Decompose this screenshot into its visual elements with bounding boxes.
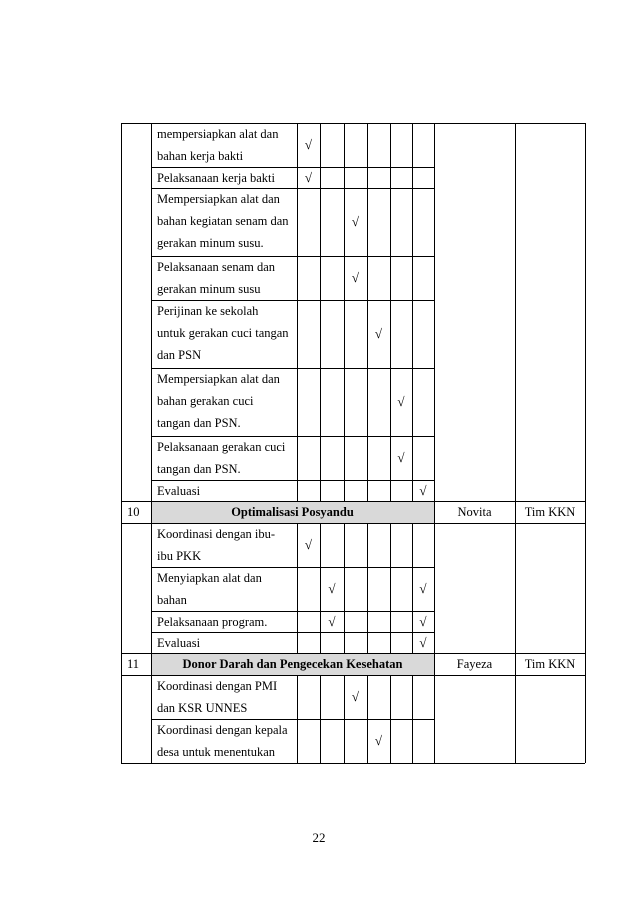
- check-mark: √: [419, 613, 427, 629]
- activity-text: tangan dan PSN.: [157, 416, 241, 430]
- grid-line: [390, 188, 391, 256]
- activity-text: Koordinasi dengan kepala: [157, 723, 288, 737]
- grid-line: [515, 368, 516, 436]
- grid-line: [121, 167, 122, 188]
- grid-line: [121, 501, 122, 523]
- activity-text: gerakan minum susu: [157, 282, 261, 296]
- program-pic: Novita: [457, 505, 492, 519]
- activity-text: dan PSN: [157, 348, 202, 362]
- grid-line: [297, 719, 298, 763]
- grid-line: [412, 188, 413, 256]
- grid-line: [320, 567, 321, 611]
- grid-line: [151, 368, 152, 436]
- activity-text: Mempersiapkan alat dan: [157, 372, 280, 386]
- grid-line: [585, 300, 586, 368]
- grid-line: [412, 123, 413, 167]
- activity-text: Mempersiapkan alat dan: [157, 192, 280, 206]
- grid-line: [297, 632, 298, 653]
- activity-text: bahan: [157, 593, 187, 607]
- activity-text: bahan gerakan cuci: [157, 394, 254, 408]
- activity-text: Perijinan ke sekolah: [157, 304, 259, 318]
- grid-line: [151, 480, 152, 501]
- grid-line: [434, 368, 435, 436]
- check-mark: √: [304, 537, 313, 552]
- grid-line: [344, 480, 345, 501]
- grid-line: [151, 567, 152, 611]
- activity-text: Pelaksanaan kerja bakti: [157, 171, 276, 185]
- grid-line: [151, 632, 434, 633]
- grid-line: [297, 368, 298, 436]
- grid-line: [121, 763, 585, 764]
- grid-line: [434, 567, 435, 611]
- grid-line: [585, 123, 586, 167]
- grid-line: [434, 632, 435, 653]
- grid-line: [151, 436, 434, 437]
- program-team: Tim KKN: [524, 505, 576, 519]
- check-mark: √: [374, 326, 383, 341]
- grid-line: [344, 567, 345, 611]
- program-pic: Fayeza: [456, 657, 493, 671]
- grid-line: [390, 368, 391, 436]
- grid-line: [390, 719, 391, 763]
- grid-line: [320, 188, 321, 256]
- grid-line: [515, 675, 516, 719]
- grid-line: [515, 523, 516, 567]
- grid-line: [151, 501, 152, 523]
- grid-line: [585, 188, 586, 256]
- grid-line: [412, 567, 413, 611]
- grid-line: [320, 611, 321, 632]
- grid-line: [344, 256, 345, 300]
- grid-line: [297, 300, 298, 368]
- grid-line: [121, 523, 122, 567]
- grid-line: [121, 567, 122, 611]
- grid-line: [367, 436, 368, 480]
- grid-line: [121, 123, 122, 167]
- grid-line: [151, 167, 434, 168]
- grid-line: [390, 300, 391, 368]
- grid-line: [151, 719, 434, 720]
- grid-line: [297, 480, 298, 501]
- grid-line: [585, 611, 586, 632]
- grid-line: [434, 480, 435, 501]
- grid-line: [434, 123, 435, 167]
- grid-line: [297, 167, 298, 188]
- grid-line: [344, 188, 345, 256]
- grid-line: [151, 653, 152, 675]
- grid-line: [434, 167, 435, 188]
- grid-line: [434, 501, 435, 523]
- grid-line: [344, 368, 345, 436]
- grid-line: [320, 675, 321, 719]
- grid-line: [585, 567, 586, 611]
- grid-line: [121, 188, 122, 256]
- grid-line: [151, 611, 434, 612]
- check-mark: √: [374, 733, 383, 748]
- grid-line: [344, 675, 345, 719]
- check-mark: √: [304, 169, 313, 185]
- grid-line: [390, 167, 391, 188]
- activity-text: ibu PKK: [157, 549, 202, 563]
- grid-line: [151, 523, 152, 567]
- grid-line: [367, 167, 368, 188]
- activity-text: Menyiapkan alat dan: [157, 571, 262, 585]
- grid-line: [390, 480, 391, 501]
- grid-line: [434, 719, 435, 763]
- grid-line: [344, 436, 345, 480]
- grid-line: [367, 256, 368, 300]
- activity-text: desa untuk menentukan: [157, 745, 276, 759]
- grid-line: [390, 567, 391, 611]
- grid-line: [151, 300, 152, 368]
- grid-line: [585, 675, 586, 719]
- check-mark: √: [304, 137, 313, 152]
- grid-line: [320, 256, 321, 300]
- grid-line: [585, 523, 586, 567]
- grid-line: [344, 300, 345, 368]
- grid-line: [121, 300, 122, 368]
- grid-line: [390, 611, 391, 632]
- grid-line: [367, 368, 368, 436]
- grid-line: [412, 436, 413, 480]
- check-mark: √: [397, 394, 405, 409]
- grid-line: [121, 632, 122, 653]
- program-title: Optimalisasi Posyandu: [231, 505, 354, 519]
- grid-line: [297, 123, 298, 167]
- grid-line: [344, 167, 345, 188]
- grid-line: [151, 480, 434, 481]
- grid-line: [585, 436, 586, 480]
- grid-line: [297, 675, 298, 719]
- grid-line: [515, 123, 516, 167]
- grid-line: [515, 567, 516, 611]
- activity-text: mempersiapkan alat dan: [157, 127, 279, 141]
- grid-line: [121, 256, 122, 300]
- grid-line: [121, 611, 122, 632]
- check-mark: √: [328, 581, 336, 596]
- grid-line: [412, 300, 413, 368]
- grid-line: [121, 675, 122, 719]
- grid-line: [297, 256, 298, 300]
- grid-line: [585, 368, 586, 436]
- grid-line: [297, 523, 298, 567]
- grid-line: [412, 167, 413, 188]
- grid-line: [515, 632, 516, 653]
- grid-line: [434, 523, 435, 567]
- grid-line: [121, 719, 122, 763]
- grid-line: [585, 653, 586, 675]
- grid-line: [390, 256, 391, 300]
- check-mark: √: [419, 634, 427, 650]
- grid-line: [151, 675, 152, 719]
- grid-line: [320, 719, 321, 763]
- activity-text: Pelaksanaan program.: [157, 615, 268, 629]
- grid-line: [320, 300, 321, 368]
- grid-line: [344, 611, 345, 632]
- grid-line: [434, 653, 435, 675]
- check-mark: √: [351, 689, 360, 704]
- grid-line: [390, 675, 391, 719]
- program-title: Donor Darah dan Pengecekan Kesehatan: [182, 657, 403, 671]
- grid-line: [367, 188, 368, 256]
- grid-line: [151, 167, 152, 188]
- program-number: 11: [127, 657, 140, 671]
- grid-line: [515, 480, 516, 501]
- grid-line: [585, 632, 586, 653]
- grid-line: [412, 523, 413, 567]
- grid-line: [412, 368, 413, 436]
- grid-line: [367, 611, 368, 632]
- check-mark: √: [328, 613, 336, 629]
- grid-line: [151, 123, 152, 167]
- grid-line: [320, 167, 321, 188]
- activity-text: Koordinasi dengan ibu-: [157, 527, 276, 541]
- grid-line: [585, 167, 586, 188]
- grid-line: [151, 256, 152, 300]
- grid-line: [390, 123, 391, 167]
- grid-line: [367, 719, 368, 763]
- grid-line: [320, 632, 321, 653]
- grid-line: [515, 653, 516, 675]
- grid-line: [390, 523, 391, 567]
- activity-text: dan KSR UNNES: [157, 701, 248, 715]
- grid-line: [320, 123, 321, 167]
- grid-line: [151, 567, 434, 568]
- grid-line: [344, 523, 345, 567]
- grid-line: [320, 480, 321, 501]
- grid-line: [344, 123, 345, 167]
- grid-line: [297, 436, 298, 480]
- page-number: 22: [312, 830, 326, 845]
- grid-line: [151, 632, 152, 653]
- activity-text: bahan kegiatan senam dan: [157, 214, 289, 228]
- activity-text: bahan kerja bakti: [157, 149, 244, 163]
- grid-line: [515, 167, 516, 188]
- grid-line: [121, 436, 122, 480]
- grid-line: [515, 501, 516, 523]
- grid-line: [344, 632, 345, 653]
- grid-line: [515, 188, 516, 256]
- check-mark: √: [419, 482, 427, 498]
- grid-line: [121, 653, 122, 675]
- grid-line: [320, 523, 321, 567]
- grid-line: [434, 188, 435, 256]
- grid-line: [412, 675, 413, 719]
- grid-line: [515, 256, 516, 300]
- grid-line: [297, 188, 298, 256]
- program-team: Tim KKN: [524, 657, 576, 671]
- grid-line: [151, 256, 434, 257]
- grid-line: [412, 719, 413, 763]
- grid-line: [367, 675, 368, 719]
- activity-text: gerakan minum susu.: [157, 236, 264, 250]
- grid-line: [367, 523, 368, 567]
- grid-line: [585, 256, 586, 300]
- grid-line: [151, 436, 152, 480]
- activity-text: Koordinasi dengan PMI: [157, 679, 278, 693]
- grid-line: [367, 123, 368, 167]
- grid-line: [434, 256, 435, 300]
- grid-line: [121, 368, 122, 436]
- grid-line: [320, 436, 321, 480]
- activity-text: tangan dan PSN.: [157, 462, 241, 476]
- activity-text: Pelaksanaan senam dan: [157, 260, 276, 274]
- grid-line: [367, 567, 368, 611]
- activity-text: Evaluasi: [157, 484, 201, 498]
- grid-line: [434, 675, 435, 719]
- grid-line: [151, 719, 152, 763]
- grid-line: [297, 611, 298, 632]
- check-mark: √: [419, 581, 427, 596]
- grid-line: [367, 480, 368, 501]
- grid-line: [585, 501, 586, 523]
- grid-line: [515, 611, 516, 632]
- grid-line: [367, 300, 368, 368]
- program-number: 10: [127, 505, 140, 519]
- grid-line: [412, 480, 413, 501]
- check-mark: √: [351, 270, 360, 285]
- grid-line: [515, 436, 516, 480]
- grid-line: [344, 719, 345, 763]
- grid-line: [515, 300, 516, 368]
- activity-text: Pelaksanaan gerakan cuci: [157, 440, 286, 454]
- grid-line: [585, 480, 586, 501]
- grid-line: [151, 611, 152, 632]
- check-mark: √: [397, 450, 405, 465]
- grid-line: [434, 436, 435, 480]
- grid-line: [151, 300, 434, 301]
- grid-line: [515, 719, 516, 763]
- grid-line: [412, 611, 413, 632]
- grid-line: [412, 632, 413, 653]
- activity-text: untuk gerakan cuci tangan: [157, 326, 289, 340]
- grid-line: [434, 300, 435, 368]
- grid-line: [367, 632, 368, 653]
- grid-line: [320, 368, 321, 436]
- activity-text: Evaluasi: [157, 636, 201, 650]
- grid-line: [297, 567, 298, 611]
- grid-line: [390, 632, 391, 653]
- grid-line: [151, 188, 152, 256]
- grid-line: [412, 256, 413, 300]
- grid-line: [151, 188, 434, 189]
- grid-line: [151, 368, 434, 369]
- grid-line: [585, 719, 586, 763]
- grid-line: [121, 480, 122, 501]
- grid-line: [390, 436, 391, 480]
- check-mark: √: [351, 214, 360, 229]
- grid-line: [434, 611, 435, 632]
